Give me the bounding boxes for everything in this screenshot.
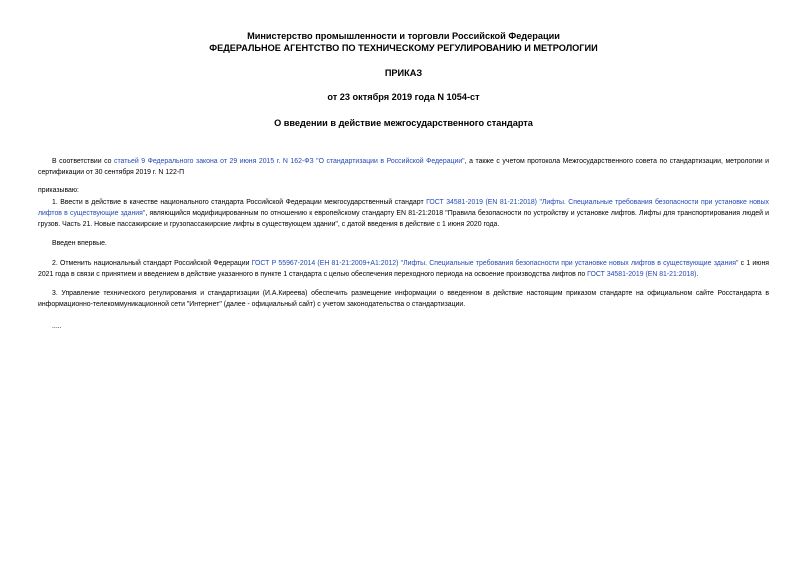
order-title: ПРИКАЗ (384, 68, 423, 78)
ordered-label: приказываю: (38, 187, 79, 194)
federal-law-link[interactable]: статьей 9 Федерального закона от 29 июня 2015 г. N 162-ФЗ "О стандартизации в Российской Федерации" (114, 158, 465, 165)
paragraph-item-2-tail: . (696, 271, 699, 278)
paragraph-item-2-lead: 2. Отменить национальный стандарт Российской Федерации (52, 260, 252, 267)
ellipsis-marker: ..... (52, 323, 62, 330)
paragraph-item-1 (38, 197, 769, 230)
paragraph-legal-basis (38, 156, 769, 178)
introduced-first-note: Введен впервые. (52, 240, 107, 247)
paragraph-item-2-middle: с 1 июня 2021 года в связи с принятием и введением в действие указанного в пункте 1 стандарта с целью обеспечения переходного периода на освоение производства лифтов по (38, 260, 769, 278)
paragraph-legal-basis-tail: , а также с учетом протокола Межгосударственного совета по стандартизации, метрологии и сертификации от 30 сентября 2019 г. N 122-П (38, 158, 769, 176)
gost-34581-link[interactable]: ГОСТ 34581-2019 (EN 81-21:2018) "Лифты. Специальные требования безопасности при установке новых лифтов в существующие здания" (38, 199, 769, 217)
order-date: от 23 октября 2019 года N 1054-ст (327, 92, 480, 102)
order-subject: О введении в действие межгосударственного стандарта (274, 118, 533, 128)
ministry-name: Министерство промышленности и торговли Российской Федерации (247, 31, 560, 41)
gost-34581-short-link[interactable]: ГОСТ 34581-2019 (EN 81-21:2018) (587, 271, 697, 278)
gost-r-55967-link[interactable]: ГОСТ Р 55967-2014 (ЕН 81-21:2009+A1:2012) "Лифты. Специальные требования безопасности при установке новых лифтов в существующие здания" (251, 260, 739, 267)
paragraph-item-2 (38, 258, 769, 280)
paragraph-item-1-tail: , являющийся модифицированным по отношению к европейскому стандарту EN 81-21:2018 "Правила безопасности по устройству и установке лифтов. Лифты для транспортирования людей и грузов. Часть 21. Новые пассажирские и грузопассажирские лифты в существующем здании", с датой введения в действие с 1 июня 2020 года. (38, 210, 769, 228)
paragraph-legal-basis-lead: В соответствии со (52, 158, 115, 165)
paragraph-item-1-lead: 1. Ввести в действие в качестве национального стандарта Российской Федерации межгосударственный стандарт (52, 199, 427, 206)
paragraph-item-3: 3. Управление технического регулирования и стандартизации (И.А.Киреева) обеспечить размещение информации о введенном в действие настоящим приказом стандарте на официальном сайте Росстандарта в информационно-телекоммуникационной сети "Интернет" (далее - официальный сайт) с учетом законодательства о стандартизации. (38, 290, 769, 308)
agency-name: ФЕДЕРАЛЬНОЕ АГЕНТСТВО ПО ТЕХНИЧЕСКОМУ РЕГУЛИРОВАНИЮ И МЕТРОЛОГИИ (209, 43, 598, 53)
